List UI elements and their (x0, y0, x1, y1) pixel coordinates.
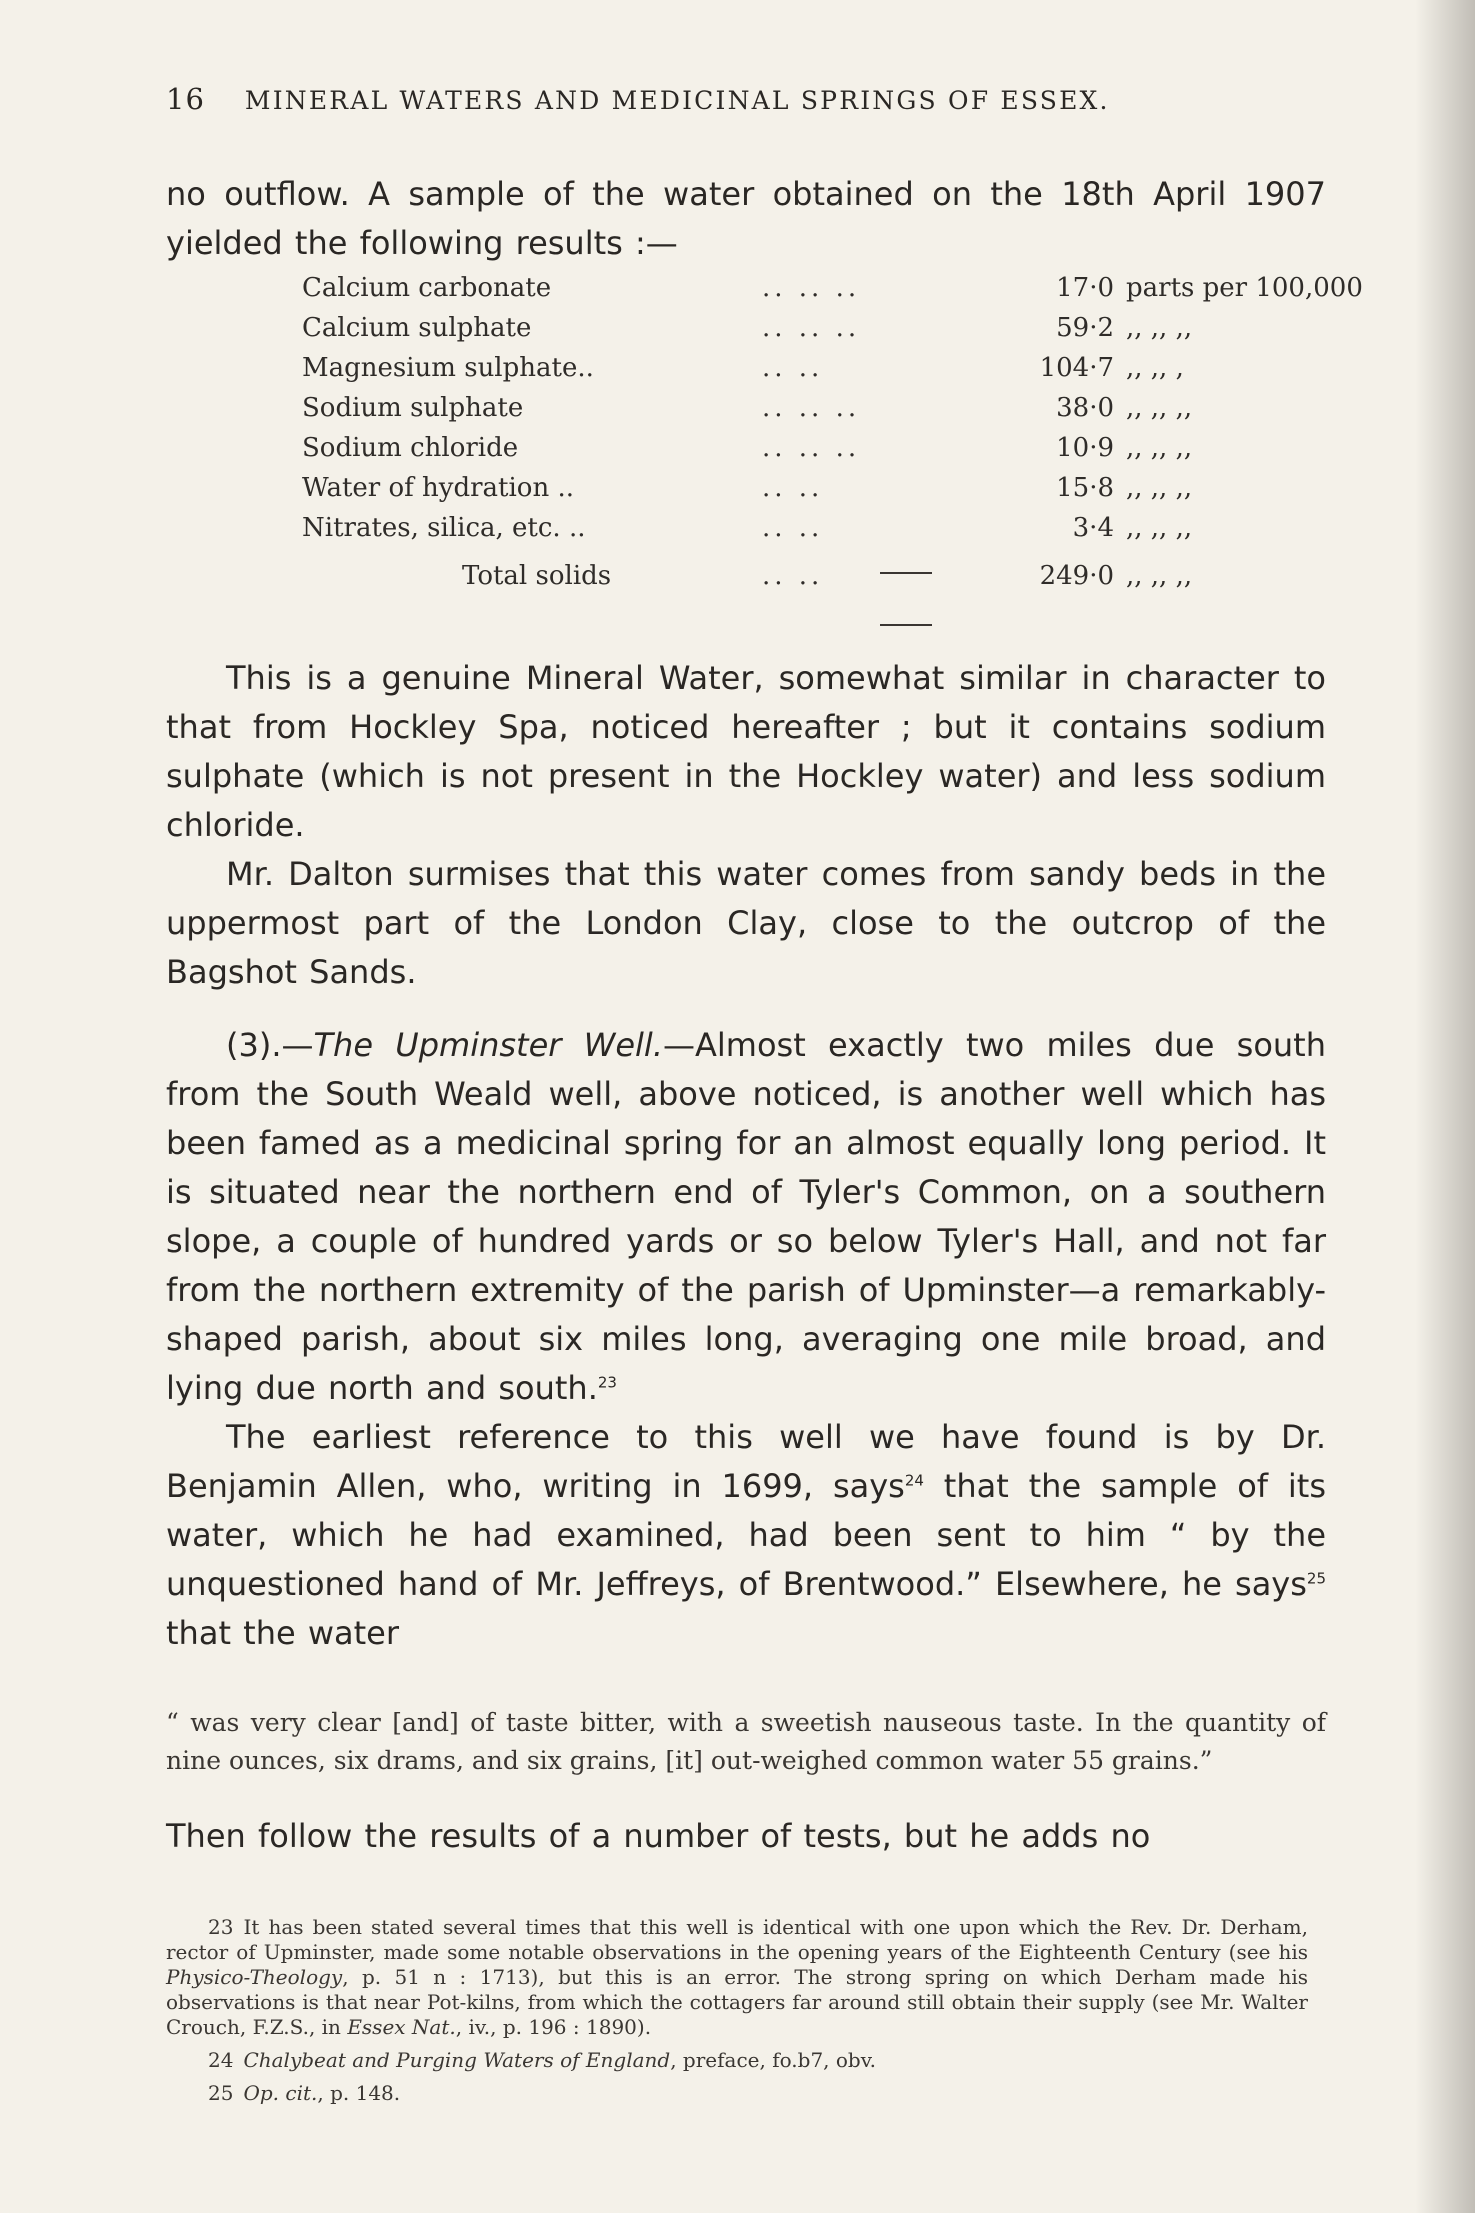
leader-dots: .. .. .. (762, 313, 861, 343)
main-text (166, 654, 1326, 1658)
total-row (302, 548, 1372, 604)
unit-text: ,, ,, , (1126, 353, 1184, 383)
footnote-24 (166, 2048, 1308, 2073)
unit-text: ,, ,, ,, (1126, 473, 1193, 503)
footnote-journal: Essex Nat. (347, 2015, 456, 2039)
page-edge-shadow (1415, 0, 1475, 2213)
total-label: Total solids (462, 561, 612, 591)
leader-dots: .. .. .. (762, 273, 861, 303)
running-title: MINERAL WATERS AND MEDICINAL SPRINGS OF ESSEX. (244, 86, 1110, 115)
footnotes (166, 1915, 1308, 2114)
paragraph-tests: Then follow the results of a number of tests, but he adds no (166, 1817, 1151, 1855)
paragraph-earliest-reference (166, 1413, 1326, 1658)
substance-name: Magnesium sulphate.. (302, 353, 594, 383)
footnote-ref-25[interactable]: 25 (1306, 1569, 1326, 1588)
table-row (302, 268, 1372, 308)
quantity-value: 3·4 (1072, 513, 1114, 543)
unit-text: ,, ,, ,, (1126, 513, 1193, 543)
substance-name: Nitrates, silica, etc. .. (302, 513, 586, 543)
table-row (302, 428, 1372, 468)
quantity-value: 10·9 (1056, 433, 1114, 463)
table-row (302, 308, 1372, 348)
analysis-table (302, 268, 1372, 604)
closing-text (166, 1812, 1326, 1861)
sum-rule-bottom (880, 624, 932, 626)
leader-dots: .. .. .. (762, 433, 861, 463)
footnote-number: 23 (208, 1915, 234, 1939)
running-head (166, 82, 1326, 116)
unit-text: ,, ,, ,, (1126, 433, 1193, 463)
footnote-ref-23[interactable]: 23 (597, 1373, 617, 1392)
table-row (302, 388, 1372, 428)
quantity-value: 17·0 (1056, 273, 1114, 303)
reference-text: that the water (166, 1614, 400, 1652)
quote-text: “ was very clear [and] of taste bitter, with a sweetish nauseous taste. In the quantity of nine ounces, six drams, and six grains, [it] out-weighed common water 55 grains.” (166, 1708, 1326, 1775)
section-text: —Almost exactly two miles due south from the South Weald well, above noticed, is another well which has been famed as a medicinal spring for an almost equally long period. It is situated near the northern end of Tyler's Common, on a southern slope, a couple of hundred yards or so below Tyler's Hall, and not far from the northern extremity of the parish of Upminster—a remarkably-shaped parish, about six miles long, averaging one mile broad, and lying due north and south. (166, 1026, 1327, 1407)
footnote-text: It has been stated several times that this well is identical with one upon which the Rev. Dr. Derham, rector of Upminster, made some notable observations in the opening years of the Eighteenth Century (see his (166, 1915, 1308, 1964)
paragraph-mineral-water: This is a genuine Mineral Water, somewhat similar in character to that from Hockley Spa, noticed hereafter ; but it contains sodium sulphate (which is not present in the Hockley water) and less sodium chloride. (166, 659, 1326, 844)
intro-text: no outflow. A sample of the water obtained on the 18th April 1907 yielded the following results :— (166, 175, 1326, 262)
leader-dots: .. .. (762, 513, 824, 543)
footnote-25 (166, 2081, 1308, 2106)
footnote-ref-24[interactable]: 24 (904, 1471, 924, 1490)
unit-text: ,, ,, ,, (1126, 561, 1193, 591)
quantity-value: 15·8 (1056, 473, 1114, 503)
leader-dots: .. .. (762, 473, 824, 503)
page-number: 16 (166, 82, 205, 116)
quantity-value: 38·0 (1056, 393, 1114, 423)
total-quantity: 249·0 (1039, 561, 1114, 591)
reference-text: The earliest reference to this well we have found is by Dr. Benjamin Allen, who, writing in 1699, says (166, 1418, 1326, 1505)
leader-dots: .. .. .. (762, 393, 861, 423)
block-quote (166, 1704, 1326, 1780)
footnote-number: 24 (208, 2048, 234, 2072)
paragraph-upminster-well (166, 1021, 1326, 1413)
intro-paragraph (166, 170, 1326, 268)
table-row (302, 348, 1372, 388)
table-row (302, 508, 1372, 548)
footnote-title: Op. cit. (243, 2081, 318, 2105)
substance-name: Calcium carbonate (302, 273, 552, 303)
quantity-value: 104·7 (1039, 353, 1114, 383)
footnote-text: , p. 51 n : 1713), but this is an error. The strong spring on which Derham made his observations is that near Pot-kilns, from which the cottagers far around still obtain their supply (see Mr. Walter Crouch, F.Z.S., in (166, 1965, 1308, 2039)
table-row (302, 468, 1372, 508)
substance-name: Sodium sulphate (302, 393, 524, 423)
quantity-value: 59·2 (1056, 313, 1114, 343)
footnote-text: , iv., p. 196 : 1890). (455, 2015, 652, 2039)
substance-name: Sodium chloride (302, 433, 519, 463)
paragraph-dalton: Mr. Dalton surmises that this water comes from sandy beds in the uppermost part of the London Clay, close to the outcrop of the Bagshot Sands. (166, 855, 1326, 991)
footnote-text: , preface, fo.b7, obv. (670, 2048, 877, 2072)
section-heading: The Upminster Well. (313, 1026, 663, 1064)
unit-text: parts per 100,000 (1126, 273, 1363, 303)
unit-text: ,, ,, ,, (1126, 393, 1193, 423)
substance-name: Calcium sulphate (302, 313, 532, 343)
footnote-title: Chalybeat and Purging Waters of England (243, 2048, 671, 2072)
footnote-23 (166, 1915, 1308, 2040)
leader-dots: .. .. (762, 561, 824, 591)
reference-text: that the sample of its water, which he had examined, had been sent to him “ by the unquestioned hand of Mr. Jeffreys, of Brentwood.” Elsewhere, he says (166, 1467, 1327, 1603)
sum-rule-top (880, 572, 932, 574)
unit-text: ,, ,, ,, (1126, 313, 1193, 343)
section-number: (3).— (226, 1026, 314, 1064)
footnote-number: 25 (208, 2081, 234, 2105)
footnote-title: Physico-Theology (166, 1965, 343, 1989)
footnote-text: , p. 148. (317, 2081, 401, 2105)
substance-name: Water of hydration .. (302, 473, 574, 503)
leader-dots: .. .. (762, 353, 824, 383)
